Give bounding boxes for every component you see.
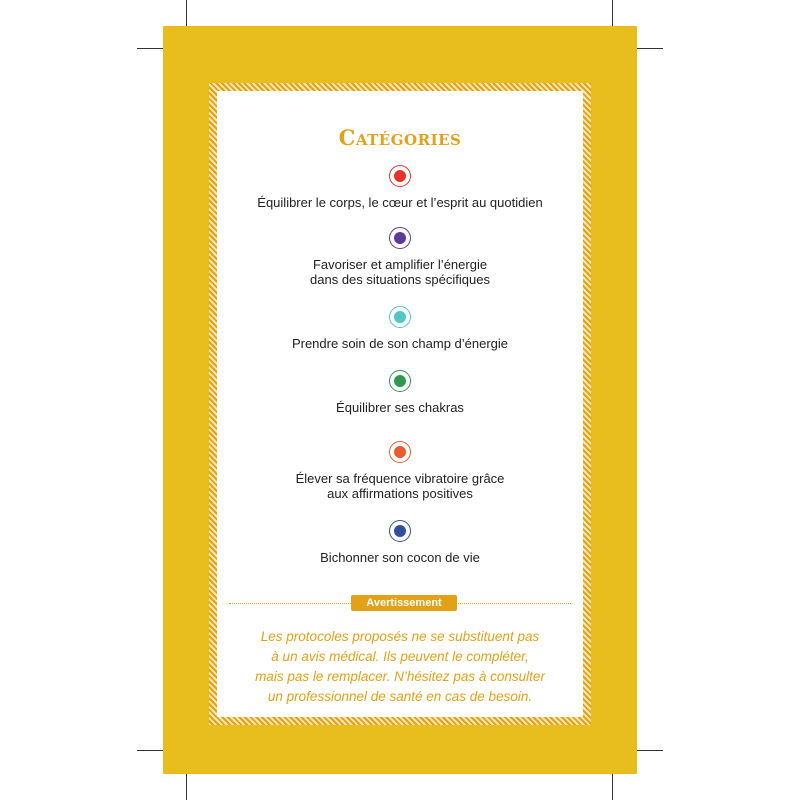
content-panel: [217, 91, 583, 717]
page-title: Catégories: [338, 125, 462, 150]
category-item: [217, 165, 583, 210]
category-label: Bichonner son cocon de vie: [320, 550, 480, 565]
purple-circle-icon: [389, 227, 411, 249]
category-item: [217, 441, 583, 501]
category-item: [217, 227, 583, 287]
turquoise-circle-icon: [389, 306, 411, 328]
category-item: [217, 520, 583, 565]
crop-mark: [137, 48, 163, 49]
category-label: Prendre soin de son champ d’énergie: [291, 336, 509, 351]
category-label: Équilibrer le corps, le cœur et l’esprit au quotidien: [257, 195, 543, 210]
warning-text: Les protocoles proposés ne se substituent pas à un avis médical. Ils peuvent le compléter, mais pas le remplacer. N’hésitez pas à consulter un professionnel de santé en cas de besoin.: [255, 629, 545, 704]
category-item: [217, 370, 583, 415]
category-label: Favoriser et amplifier l’énergie dans des situations spécifiques: [310, 257, 490, 287]
decorative-frame: [209, 83, 591, 725]
blue-circle-icon: [389, 520, 411, 542]
crop-mark: [637, 750, 663, 751]
category-label: Élever sa fréquence vibratoire grâce aux affirmations positives: [295, 471, 505, 501]
crop-mark: [612, 0, 613, 26]
warning-badge: Avertissement: [351, 595, 457, 611]
category-label: Équilibrer ses chakras: [336, 400, 464, 415]
red-circle-icon: [389, 165, 411, 187]
orange-circle-icon: [389, 441, 411, 463]
crop-mark: [637, 48, 663, 49]
green-circle-icon: [389, 370, 411, 392]
crop-mark: [137, 750, 163, 751]
crop-mark: [186, 0, 187, 26]
category-item: [217, 306, 583, 351]
crop-mark: [186, 774, 187, 800]
crop-mark: [612, 774, 613, 800]
